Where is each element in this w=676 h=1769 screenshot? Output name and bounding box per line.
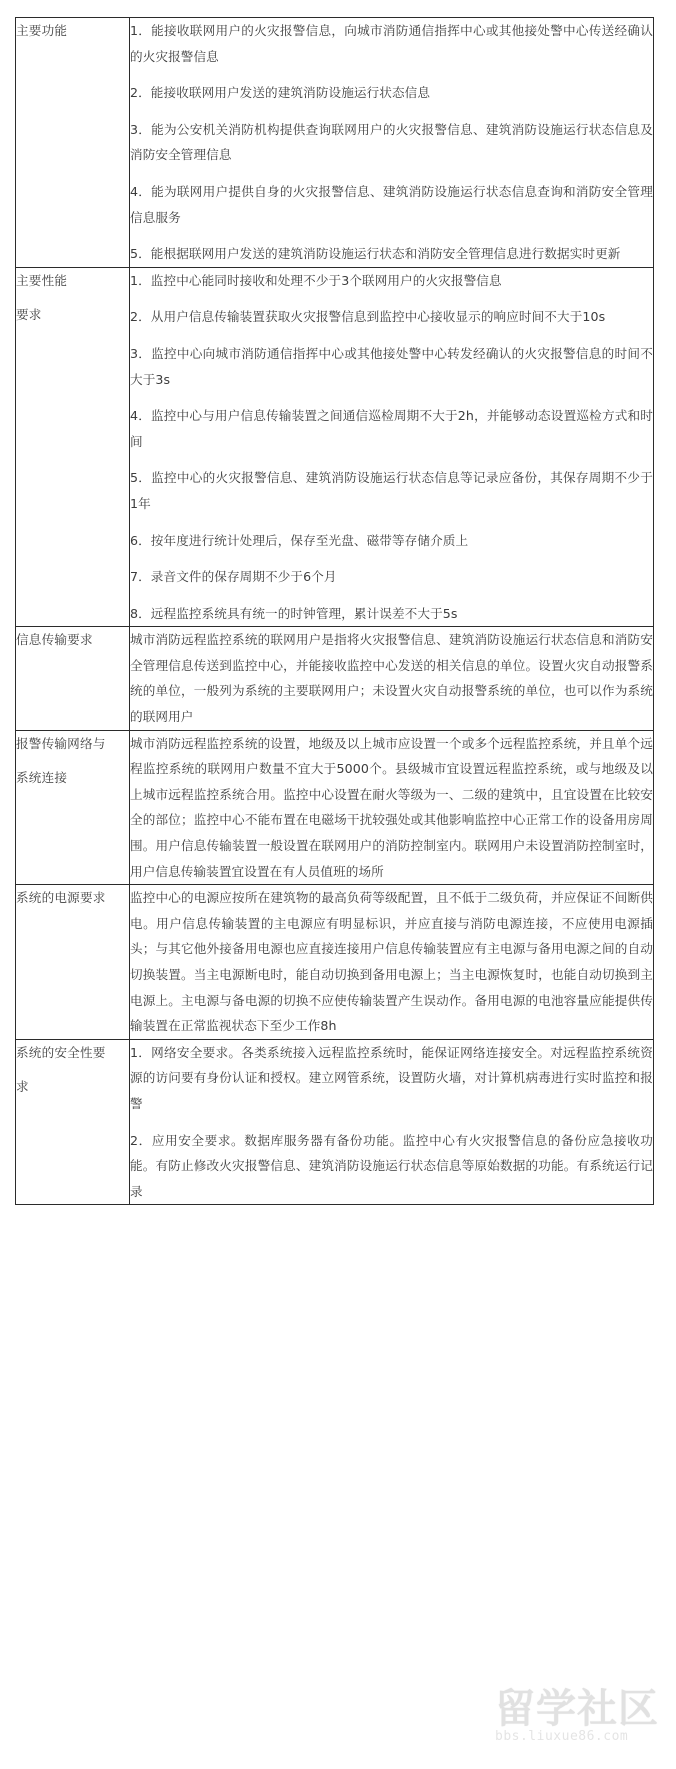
row-label-line: 系统的电源要求 (16, 890, 106, 906)
row-label-line: 求 (16, 1078, 29, 1094)
table-row (16, 1039, 654, 1205)
content-paragraph: 城市消防远程监控系统的联网用户是指将火灾报警信息、建筑消防设施运行状态信息和消防安全管理信息传送到监控中心，并能接收监控中心发送的相关信息的单位。设置火灾自动报警系统的单位，一般列为系统的主要联网用户；未设置火灾自动报警系统的单位，也可以作为系统的联网用户 (130, 632, 653, 725)
table-row (16, 627, 654, 730)
content-paragraph: 监控中心的电源应按所在建筑物的最高负荷等级配置，且不低于二级负荷，并应保证不间断供电。用户信息传输装置的主电源应有明显标识，并应直接与消防电源连接，不应使用电源插头；与其它他外接备用电源也应直接连接用户信息传输装置应有主电源与备用电源之间的自动切换装置。当主电源断电时，能自动切换到备用电源上；当主电源恢复时，也能自动切换到主电源上。主电源与备电源的切换不应使传输装置产生误动作。备用电源的电池容量应能提供传输装置在正常监视状态下至少工作8h (130, 890, 653, 1034)
row-label-line: 主要功能 (16, 23, 68, 38)
row-content-cell (130, 1039, 654, 1205)
table-body (16, 18, 654, 1205)
row-content-cell (130, 730, 654, 885)
row-label-line: 报警传输网络与 (16, 735, 106, 751)
row-content-cell (130, 18, 654, 268)
table-row (16, 885, 654, 1040)
specification-table (15, 17, 654, 1205)
row-content-cell (130, 885, 654, 1040)
content-paragraph: 3．监控中心向城市消防通信指挥中心或其他接处警中心转发经确认的火灾报警信息的时间不大于3s (130, 345, 653, 387)
row-label-cell (16, 627, 130, 730)
row-label-line: 主要性能 (16, 272, 68, 288)
content-paragraph: 5．监控中心的火灾报警信息、建筑消防设施运行状态信息等记录应备份，其保存周期不少于1年 (130, 470, 653, 511)
content-paragraph: 5．能根据联网用户发送的建筑消防设施运行状态和消防安全管理信息进行数据实时更新 (130, 246, 621, 262)
table-row (16, 730, 654, 885)
watermark-url: bbs.liuxue86.com (495, 1729, 629, 1744)
site-watermark (495, 1687, 671, 1755)
table-row (16, 18, 654, 268)
row-content-cell (130, 267, 654, 627)
content-paragraph: 2．应用安全要求。数据库服务器有备份功能。监控中心有火灾报警信息的备份应急接收功能。有防止修改火灾报警信息、建筑消防设施运行状态信息等原始数据的功能。有系统运行记录 (130, 1132, 653, 1199)
content-paragraph: 2．从用户信息传输装置获取火灾报警信息到监控中心接收显示的响应时间不大于10s (130, 309, 606, 325)
watermark-text: 留学社区 (495, 1686, 659, 1732)
content-paragraph: 7．录音文件的保存周期不少于6个月 (130, 569, 337, 585)
row-label-line: 系统的安全性要 (16, 1044, 106, 1060)
row-label-line: 要求 (16, 306, 42, 322)
content-paragraph: 3．能为公安机关消防机构提供查询联网用户的火灾报警信息、建筑消防设施运行状态信息及消防安全管理信息 (130, 121, 653, 163)
content-paragraph: 2．能接收联网用户发送的建筑消防设施运行状态信息 (130, 85, 431, 101)
content-paragraph: 1．能接收联网用户的火灾报警信息，向城市消防通信指挥中心或其他接处警中心传送经确认的火灾报警信息 (130, 23, 653, 64)
row-label-cell (16, 1039, 130, 1205)
row-label-line: 信息传输要求 (16, 632, 93, 648)
row-label-cell (16, 267, 130, 627)
table-row (16, 267, 654, 627)
content-paragraph: 城市消防远程监控系统的设置，地级及以上城市应设置一个或多个远程监控系统，并且单个远程监控系统的联网用户数量不宜大于5000个。县级城市宜设置远程监控系统，或与地级及以上城市远程监控系统合用。监控中心设置在耐火等级为一、二级的建筑中，且宜设置在比较安全的部位；监控中心不能布置在电磁场干扰较强处或其他影响监控中心正常工作的设备用房周围。用户信息传输装置一般设置在联网用户的消防控制室内。联网用户未设置消防控制室时，用户信息传输装置宜设置在有人员值班的场所 (130, 735, 653, 879)
content-paragraph: 8．远程监控系统具有统一的时钟管理，累计误差不大于5s (130, 605, 458, 621)
row-label-cell (16, 885, 130, 1040)
content-paragraph: 4．能为联网用户提供自身的火灾报警信息、建筑消防设施运行状态信息查询和消防安全管理信息服务 (130, 183, 653, 225)
content-paragraph: 1．网络安全要求。各类系统接入远程监控系统时，能保证网络连接安全。对远程监控系统资源的访问要有身份认证和授权。建立网管系统，设置防火墙，对计算机病毒进行实时监控和报警 (130, 1044, 653, 1111)
row-label-cell (16, 18, 130, 268)
content-paragraph: 6．按年度进行统计处理后，保存至光盘、磁带等存储介质上 (130, 532, 469, 548)
content-paragraph: 1．监控中心能同时接收和处理不少于3个联网用户的火灾报警信息 (130, 272, 502, 288)
content-paragraph: 4．监控中心与用户信息传输装置之间通信巡检周期不大于2h，并能够动态设置巡检方式和时间 (130, 408, 653, 449)
row-content-cell (130, 627, 654, 730)
row-label-line: 系统连接 (16, 769, 68, 785)
row-label-cell (16, 730, 130, 885)
